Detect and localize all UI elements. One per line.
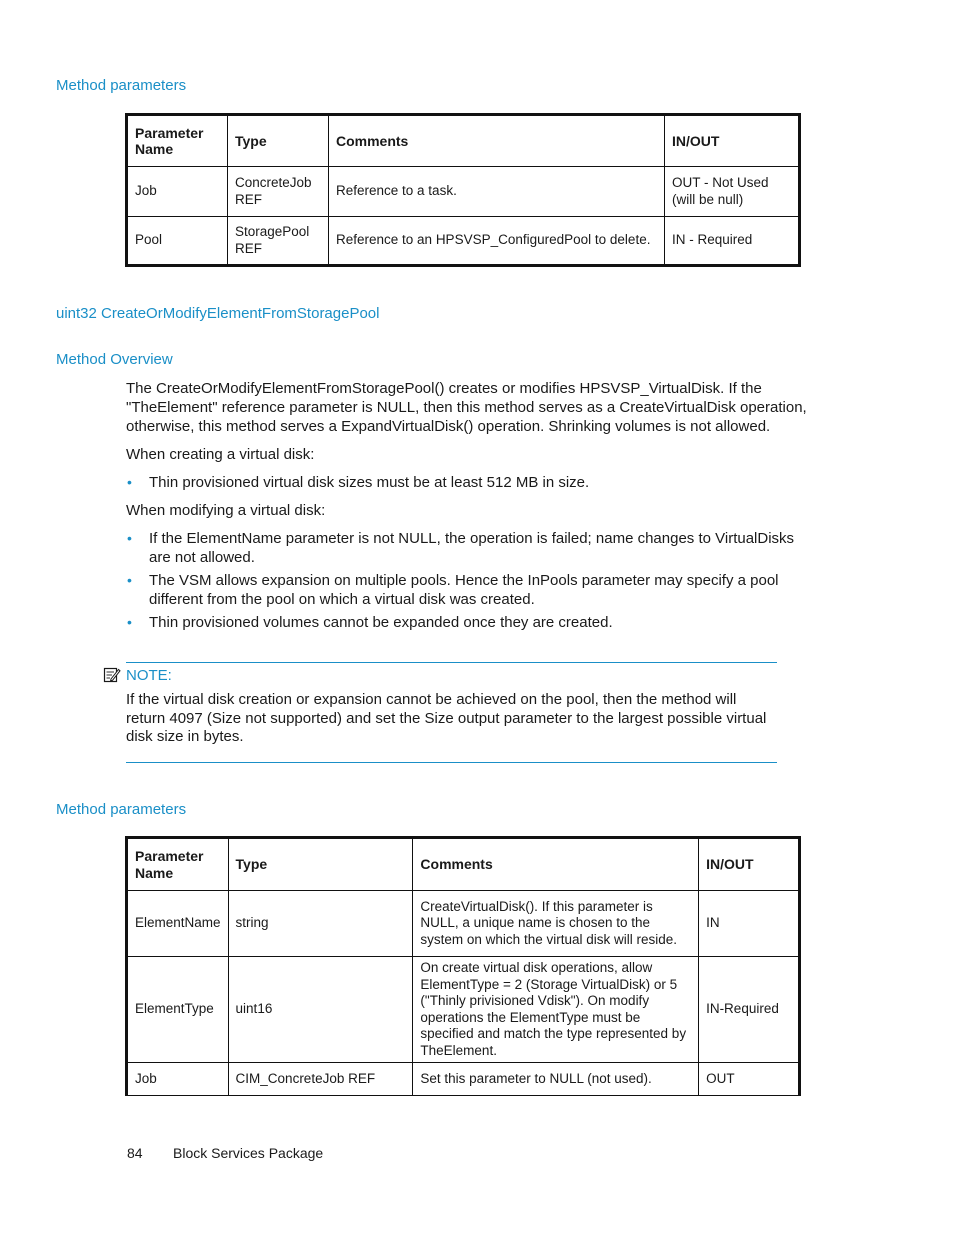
cell-name: ElementName	[127, 891, 229, 957]
list-item: • The VSM allows expansion on multiple pools. Hence the InPools parameter may specify a pool different from the pool on which a virtual disk was created.	[127, 572, 779, 608]
bullet-icon: •	[127, 572, 132, 588]
list-item: • Thin provisioned virtual disk sizes must be at least 512 MB in size.	[127, 474, 590, 491]
cell-in-out: OUT - Not Used (will be null)	[665, 167, 800, 217]
cell-in-out: IN-Required	[699, 957, 800, 1063]
table-header-row	[127, 838, 800, 891]
modifying-intro: When modifying a virtual disk:	[126, 502, 326, 519]
parameters-table-2	[125, 836, 801, 1096]
cell-name: Job	[127, 167, 228, 217]
note-pencil-icon	[103, 666, 121, 684]
section-heading-method-parameters-1: Method parameters	[56, 77, 187, 94]
table-row	[127, 217, 800, 266]
header-type: Type	[228, 838, 413, 891]
cell-comments: Set this parameter to NULL (not used).	[413, 1063, 699, 1096]
cell-name: ElementType	[127, 957, 229, 1063]
cell-in-out: IN	[699, 891, 800, 957]
creating-bullet-list	[126, 473, 806, 496]
cell-comments: CreateVirtualDisk(). If this parameter is NULL, a unique name is chosen to the system on which the virtual disk will reside.	[413, 891, 699, 957]
overview-paragraph: The CreateOrModifyElementFromStoragePool() creates or modifies HPSVSP_VirtualDisk. If the "TheElement" reference parameter is NULL, then this method serves as a CreateVirtualDisk operation, otherwise, this method serves a ExpandVirtualDisk() operation. Shrinking volumes is not allowed.	[126, 380, 807, 435]
cell-comments: Reference to a task.	[329, 167, 665, 217]
cell-in-out: IN - Required	[665, 217, 800, 266]
table-row	[127, 167, 800, 217]
bullet-icon: •	[127, 530, 132, 546]
bullet-icon: •	[127, 474, 132, 490]
note-text: If the virtual disk creation or expansion cannot be achieved on the pool, then the method will return 4097 (Size not supported) and set the Size output parameter to the largest possible virtual disk size in bytes.	[126, 691, 767, 745]
note-top-rule	[126, 662, 777, 663]
cell-type: ConcreteJob REF	[228, 167, 329, 217]
section-heading-method-overview: Method Overview	[56, 351, 173, 368]
list-item: • If the ElementName parameter is not NULL, the operation is failed; name changes to VirtualDisks are not allowed.	[127, 530, 795, 566]
method-title: uint32 CreateOrModifyElementFromStoragePool	[56, 305, 380, 322]
header-parameter-name: Parameter Name	[127, 838, 229, 891]
header-comments: Comments	[329, 115, 665, 167]
table-header-row	[127, 115, 800, 167]
cell-type: CIM_ConcreteJob REF	[228, 1063, 413, 1096]
modifying-bullet-list	[126, 529, 806, 636]
cell-in-out: OUT	[699, 1063, 800, 1096]
table-row	[127, 1063, 800, 1096]
page-number: 84	[127, 1145, 143, 1161]
cell-name: Job	[127, 1063, 229, 1096]
note-bottom-rule	[126, 762, 777, 763]
header-in-out: IN/OUT	[665, 115, 800, 167]
section-heading-method-parameters-2: Method parameters	[56, 801, 187, 818]
table-row	[127, 957, 800, 1063]
creating-intro: When creating a virtual disk:	[126, 446, 315, 463]
footer-title: Block Services Package	[173, 1145, 324, 1161]
cell-comments: Reference to an HPSVSP_ConfiguredPool to delete.	[329, 217, 665, 266]
note-label-text: NOTE:	[126, 666, 172, 684]
parameters-table-1	[125, 113, 801, 267]
header-in-out: IN/OUT	[699, 838, 800, 891]
cell-name: Pool	[127, 217, 228, 266]
cell-type: uint16	[228, 957, 413, 1063]
note-label	[103, 666, 172, 684]
header-parameter-name: Parameter Name	[127, 115, 228, 167]
bullet-icon: •	[127, 614, 132, 630]
cell-type: string	[228, 891, 413, 957]
list-item: • Thin provisioned volumes cannot be expanded once they are created.	[127, 614, 613, 631]
cell-type: StoragePool REF	[228, 217, 329, 266]
table-row	[127, 891, 800, 957]
cell-comments: On create virtual disk operations, allow ElementType = 2 (Storage VirtualDisk) or 5 ("Thinly privisioned Vdisk"). On modify operations the ElementType must be specified and match the type represented by TheElement.	[413, 957, 699, 1063]
header-type: Type	[228, 115, 329, 167]
header-comments: Comments	[413, 838, 699, 891]
